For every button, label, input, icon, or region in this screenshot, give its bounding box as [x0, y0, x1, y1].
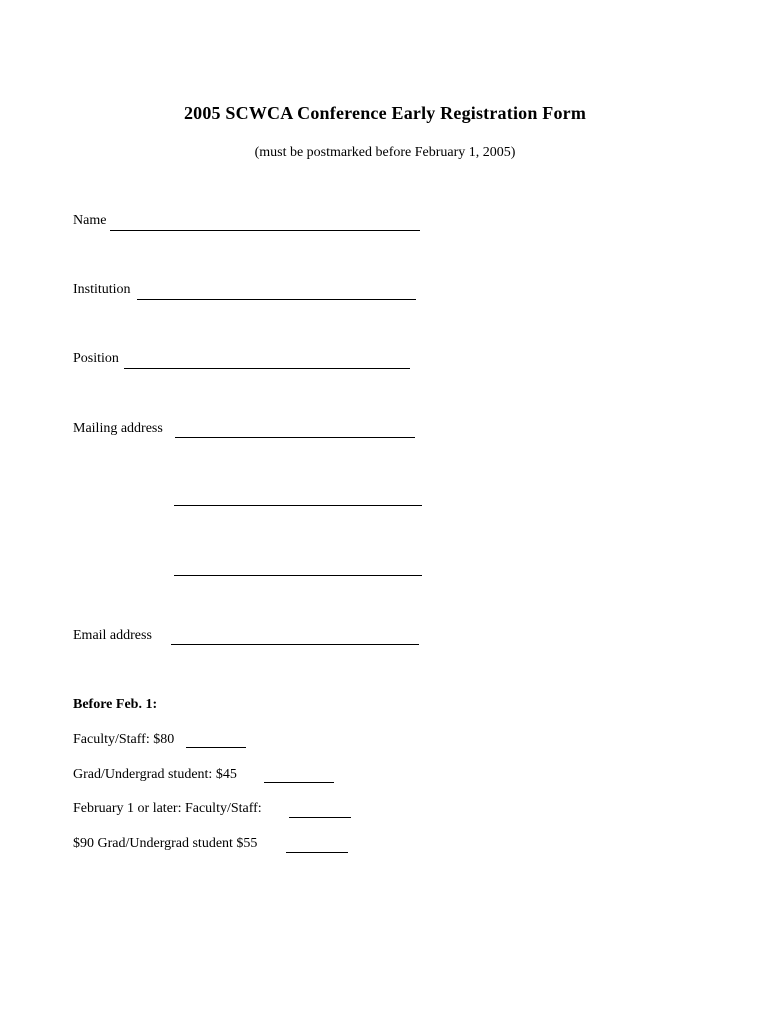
position-label: Position	[73, 351, 119, 366]
mailing-address-field-line-1[interactable]	[175, 437, 415, 438]
grad-undergrad-fee-label: Grad/Undergrad student: $45	[73, 767, 237, 782]
name-label: Name	[73, 213, 107, 228]
page-title: 2005 SCWCA Conference Early Registration Form	[183, 103, 587, 123]
late-faculty-staff-fee-field[interactable]	[289, 817, 351, 818]
mailing-address-label: Mailing address	[73, 421, 163, 436]
page-subtitle: (must be postmarked before February 1, 2005)	[254, 145, 516, 160]
email-address-label: Email address	[73, 628, 152, 643]
late-faculty-staff-fee-label: February 1 or later: Faculty/Staff:	[73, 801, 262, 816]
mailing-address-field-line-2[interactable]	[174, 505, 422, 506]
institution-label: Institution	[73, 282, 131, 297]
late-grad-undergrad-fee-field[interactable]	[286, 852, 348, 853]
position-field[interactable]	[124, 368, 410, 369]
mailing-address-field-line-3[interactable]	[174, 575, 422, 576]
grad-undergrad-fee-field[interactable]	[264, 782, 334, 783]
faculty-staff-fee-label: Faculty/Staff: $80	[73, 732, 175, 747]
fees-heading: Before Feb. 1:	[73, 697, 158, 712]
late-grad-undergrad-fee-label: $90 Grad/Undergrad student $55	[73, 836, 258, 851]
faculty-staff-fee-field[interactable]	[186, 747, 246, 748]
email-address-field[interactable]	[171, 644, 419, 645]
name-field[interactable]	[110, 230, 420, 231]
institution-field[interactable]	[137, 299, 416, 300]
